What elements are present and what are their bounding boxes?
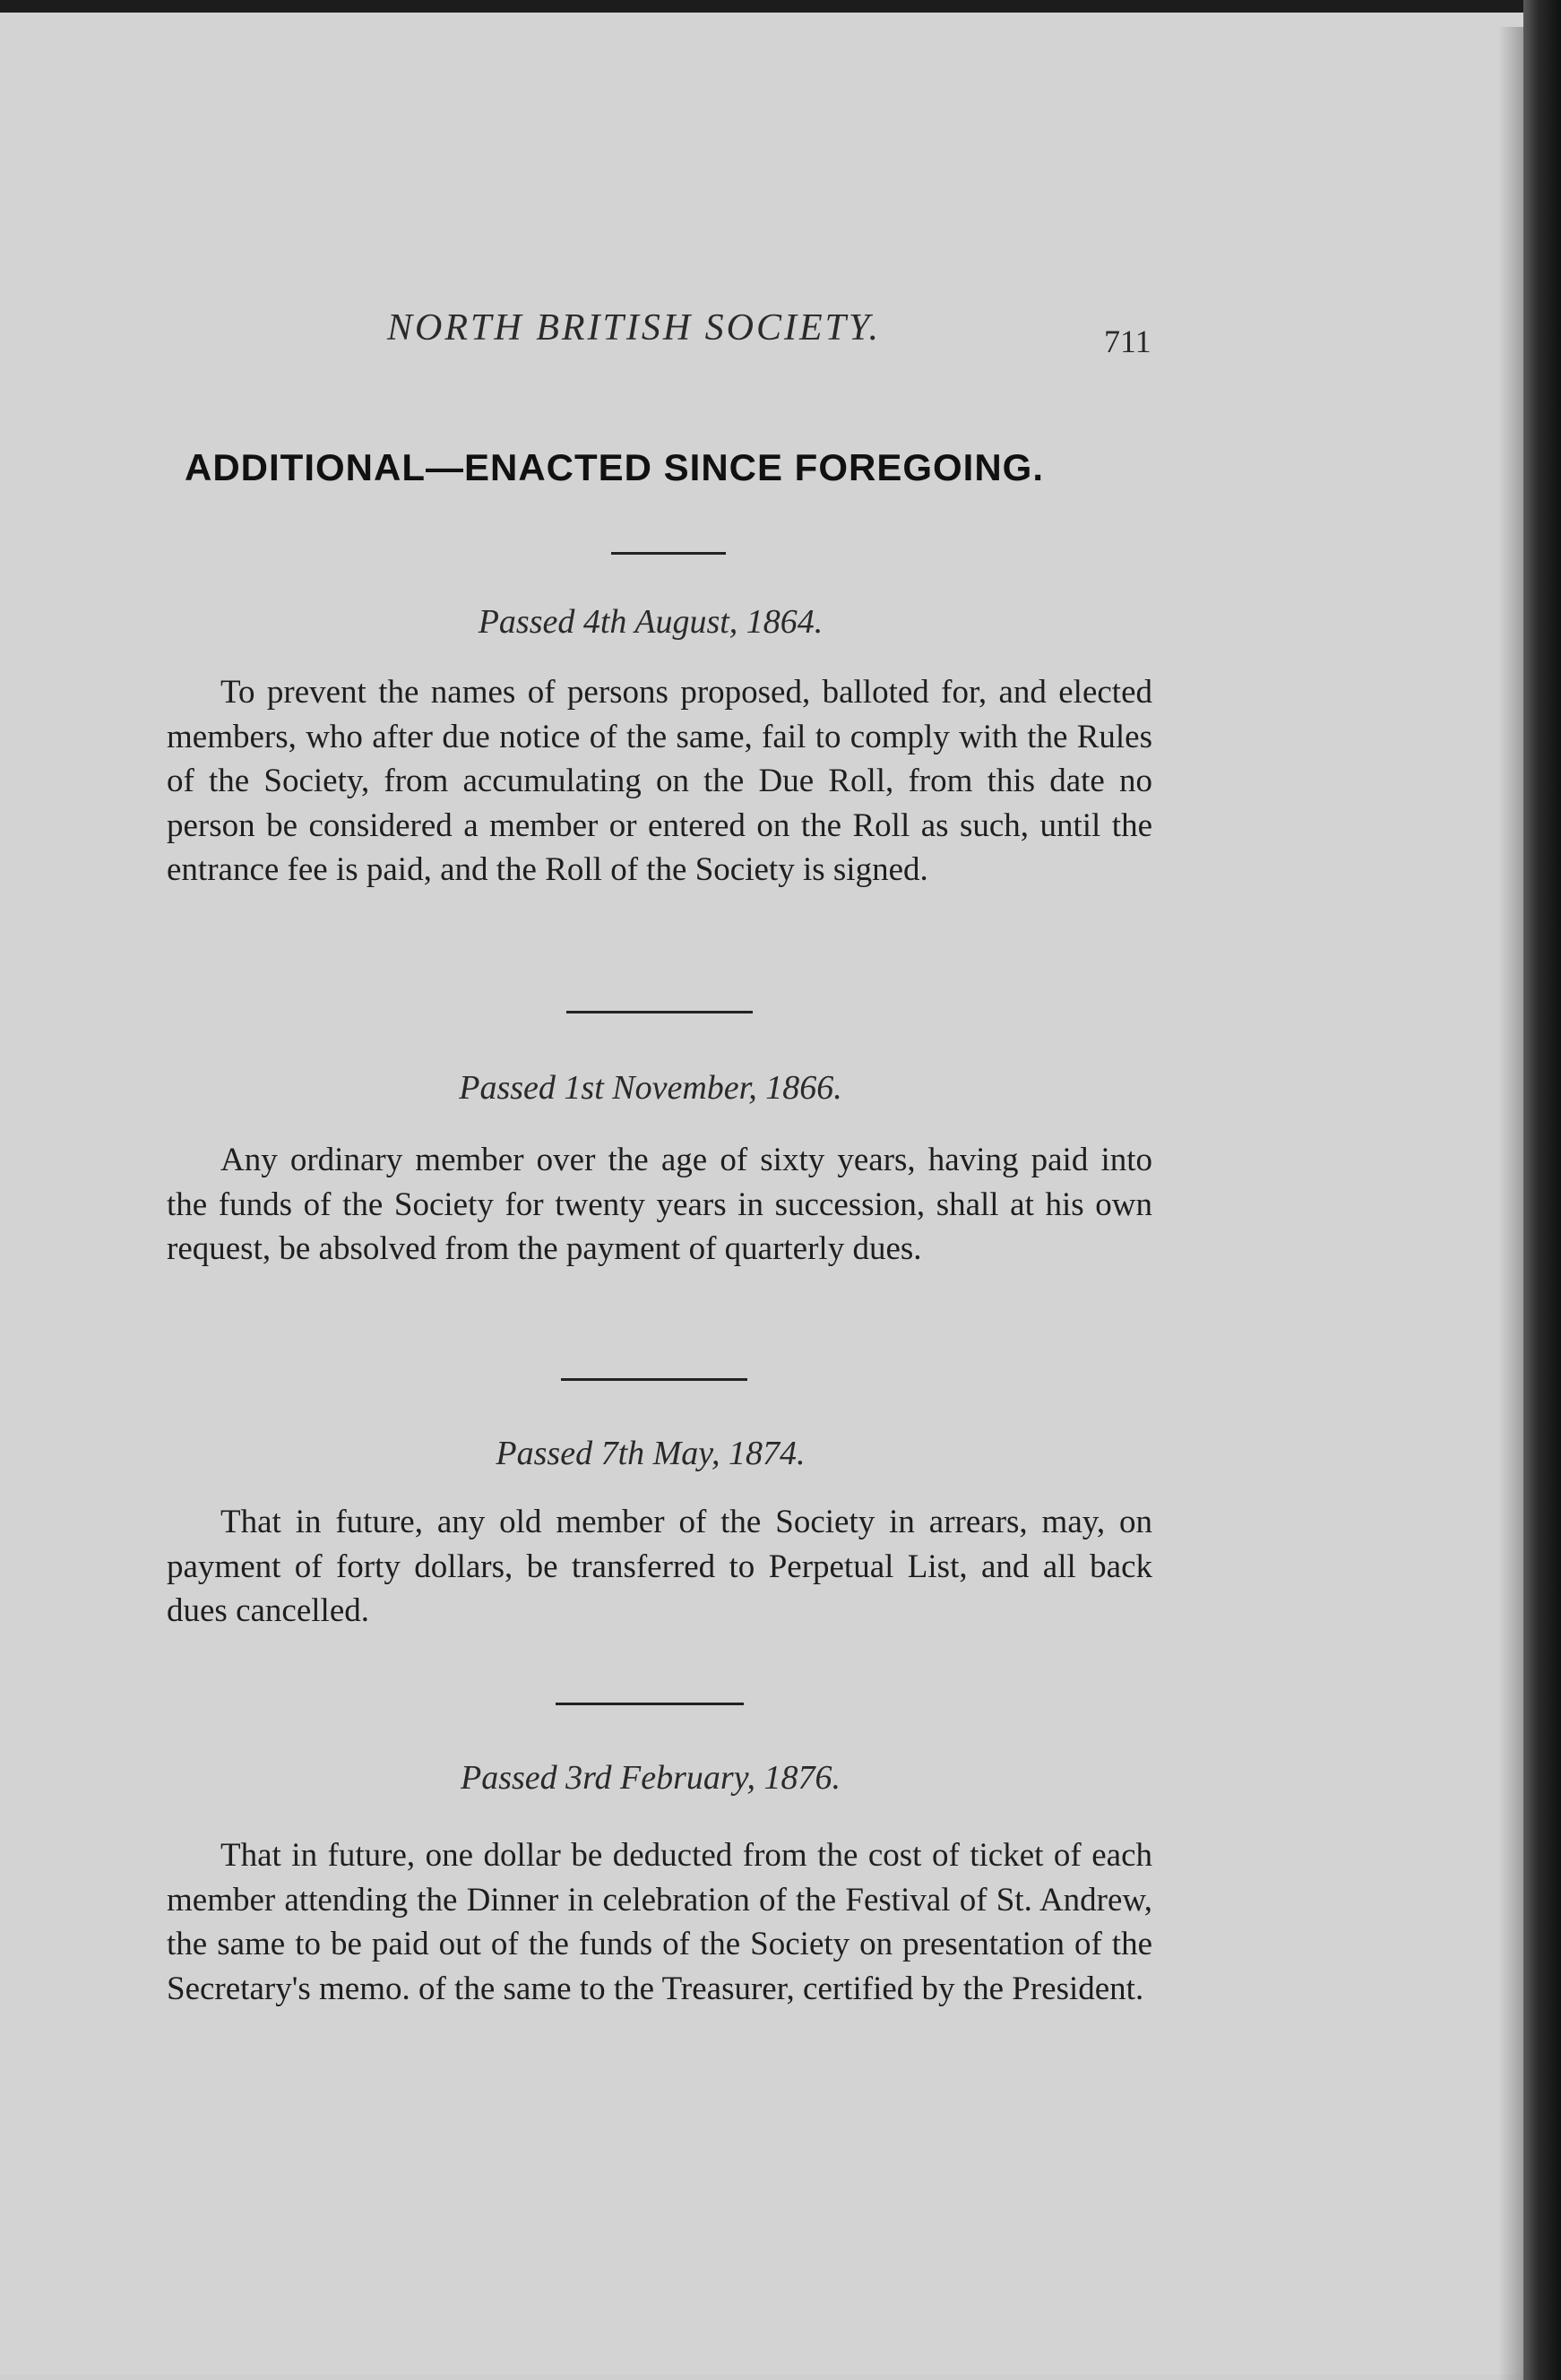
running-head: NORTH BRITISH SOCIETY. (387, 307, 882, 349)
resolution-date-3: Passed 7th May, 1874. (496, 1435, 806, 1472)
resolution-text-3: That in future, any old member of the Society in arrears, may, on payment of forty dollars, be transferred to Perpetual List, and all back dues cancelled. (167, 1504, 1152, 1629)
page-number: 711 (1104, 323, 1151, 359)
page-gutter-shadow (1498, 27, 1523, 2380)
divider-rule (566, 1011, 753, 1013)
section-heading: ADDITIONAL—ENACTED SINCE FOREGOING. (185, 446, 1045, 488)
resolution-text-4: That in future, one dollar be deducted from the cost of ticket of each member attending the Dinner in celebration of the Festival of St. Andrew, the same to be paid out of the funds of the Society on presentation of the Secretary's memo. of the same to the Treasurer, certified by the President. (167, 1837, 1152, 2007)
divider-rule (556, 1703, 744, 1705)
scan-right-edge (1523, 0, 1561, 2380)
resolution-date-1: Passed 4th August, 1864. (478, 603, 824, 641)
resolution-date-2: Passed 1st November, 1866. (459, 1069, 842, 1107)
resolution-text-1: To prevent the names of persons proposed, balloted for, and elected members, who after due notice of the same, fail to comply with the Rules of the Society, from accumulating on the Due Roll, from this date no person be considered a member or entered on the Roll as such, until the entrance fee is paid, and the Roll of the Society is signed. (167, 674, 1152, 888)
resolution-date-4: Passed 3rd February, 1876. (461, 1759, 841, 1797)
divider-rule (561, 1378, 747, 1381)
resolution-text-2: Any ordinary member over the age of sixty years, having paid into the funds of the Society for twenty years in succession, shall at his own request, be absolved from the payment of quarterly dues. (167, 1142, 1152, 1267)
divider-rule (611, 552, 726, 555)
